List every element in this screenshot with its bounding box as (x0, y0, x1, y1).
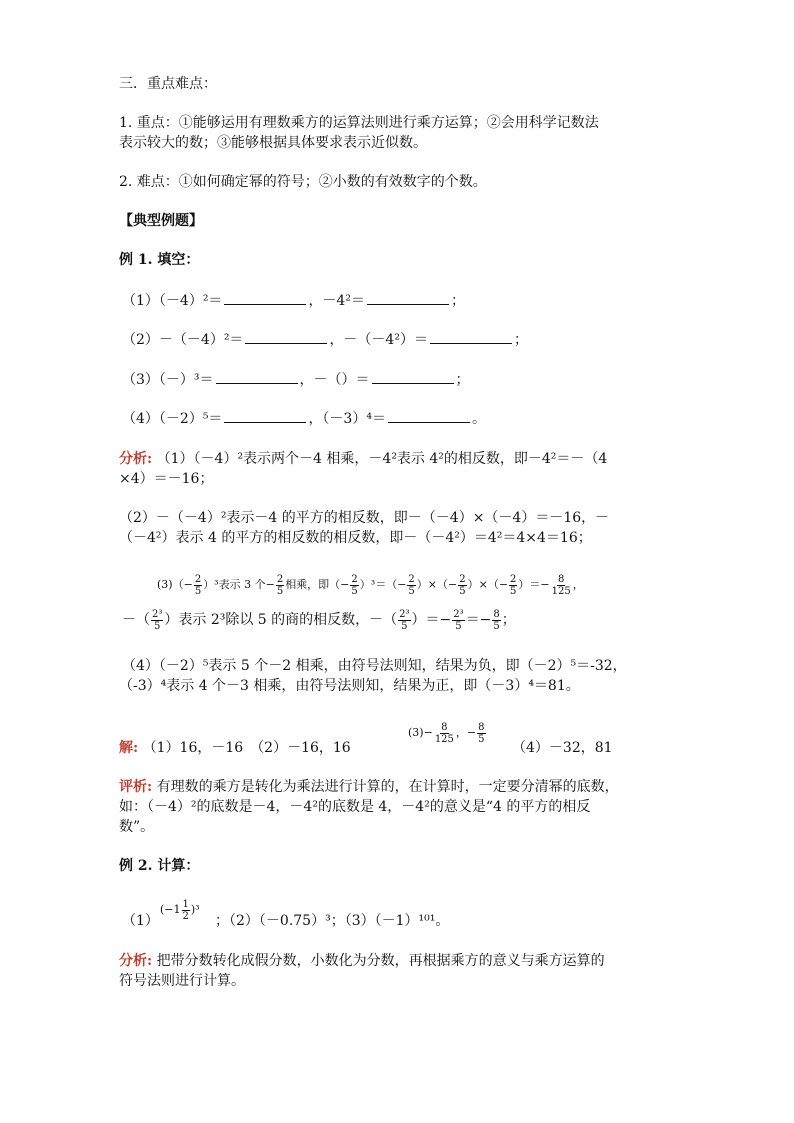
analysis-part-3-line-1 (157, 572, 584, 598)
example-2-title: 例 2. 计算： (119, 858, 200, 874)
comment-text: 有理数的乘方是转化为乘法进行计算的，在计算时，一定要分清幂的底数， (156, 779, 619, 795)
q2-part-a: （2）－（－4）²＝ (122, 332, 244, 348)
solution-line-c: （4）－32，81 (512, 740, 613, 756)
analysis-line-1 (119, 451, 607, 467)
comment-line-2: 如：（－4）²的底数是－4，－4²的底数是 4，－4²的意义是“4 的平方的相反 (119, 799, 591, 815)
fraction: $\frac{\text{2³}}{5}$ (453, 608, 464, 632)
fraction: $\frac{2}{5}$ (194, 573, 202, 597)
fraction: $\frac{2}{5}$ (276, 573, 284, 597)
analysis-part-2-line-1: （2）－（－4）²表示－4 的平方的相反数，即－（－4）×（－4）＝－16，－ (119, 510, 610, 526)
q1-part-a: （1）（－4）²＝ (122, 293, 223, 309)
example-2-questions-rest: ；（2）（－0.75）³；（3）（－1）¹⁰¹。 (215, 913, 450, 929)
example-1-question-3 (122, 371, 470, 388)
answer-blank (430, 331, 512, 344)
solution-label: 解: (119, 740, 139, 756)
text-fragment: ）³＝（− (359, 578, 407, 591)
analysis-label: 分析: (119, 451, 153, 467)
solution-line-a (119, 740, 351, 756)
analysis-part-4-line-1: （4）（－2）⁵表示 5 个－2 相乘，由符号法则知，结果为负，即（－2）⁵＝-32， (122, 658, 627, 674)
example-2-analysis-text: 把带分数转化成假分数，小数化为分数，再根据乘方的意义与乘方运算的 (156, 953, 605, 969)
analysis-line-2: ×4）＝－16； (119, 471, 214, 487)
solution-text: （1）16，－16 （2）－16，16 (142, 740, 351, 756)
analysis-part-4-line-2: （-3）⁴表示 4 个－3 相乘，由符号法则知，结果为正，即（－3）⁴＝81。 (119, 678, 580, 694)
q4-part-b: ，（－3）⁴＝ (308, 411, 386, 427)
q4-part-c: 。 (471, 411, 486, 427)
fraction: $\frac{2}{5}$ (408, 573, 415, 597)
example-2-mixed-number (160, 895, 200, 925)
text-fragment: )³ (190, 903, 200, 916)
solution-line-b (408, 718, 487, 748)
fraction: $\frac{\text{2³}}{5}$ (152, 608, 163, 632)
example-1-question-4 (122, 410, 486, 427)
q1-part-b: ，－4²＝ (308, 293, 365, 309)
answer-blank (224, 292, 306, 305)
fraction: $\frac{8}{5}$ (493, 608, 500, 632)
text-fragment: ）表示 2³除以 5 的商的相反数，－（ (164, 612, 398, 628)
analysis-text: （1）（－4）²表示两个－4 相乘，－4²表示 4²的相反数，即－4²＝－（4 (156, 451, 608, 467)
example-2-analysis-line-1 (119, 953, 605, 969)
text-fragment: (3)（− (157, 578, 193, 591)
text-fragment: ）＝− (518, 578, 550, 591)
answer-blank (367, 292, 449, 305)
examples-heading: 【典型例题】 (119, 213, 203, 229)
text-fragment: ； (501, 612, 516, 628)
text-fragment: ）×（− (416, 578, 458, 591)
q4-part-a: （4）（－2）⁵＝ (122, 411, 223, 427)
answer-blank (224, 410, 306, 423)
section-heading: 三．重点难点： (119, 76, 217, 92)
text-fragment: ）³表示 3 个− (203, 578, 275, 591)
text-fragment: ）×（− (467, 578, 509, 591)
fraction: $\frac{\text{2³}}{5}$ (399, 608, 410, 632)
text-fragment: ，− (455, 726, 477, 739)
fraction: $\frac{1}{2}$ (182, 898, 189, 922)
fraction: $\frac{8}{125}$ (551, 573, 571, 597)
answer-blank (388, 410, 470, 423)
text-fragment: －（ (122, 612, 150, 628)
text-fragment: 相乘，即（− (285, 578, 350, 591)
fraction: $\frac{8}{125}$ (434, 721, 454, 745)
analysis-part-3-line-2 (122, 606, 516, 634)
example-2-question-1-label: （1） (122, 913, 159, 929)
comment-label: 评析: (119, 779, 153, 795)
q3-part-b: ，－（）＝ (299, 372, 370, 388)
analysis-part-2-line-2: （－4²）表示 4 的平方的相反数的相反数，即－（－4²）＝4²＝4×4＝16； (119, 530, 592, 546)
example-1-question-2 (122, 331, 528, 348)
fraction: $\frac{2}{5}$ (510, 573, 517, 597)
answer-blank (245, 331, 327, 344)
text-fragment: ）＝− (411, 612, 452, 628)
text-fragment: (3)− (408, 726, 433, 739)
comment-line-3: 数”。 (119, 819, 155, 835)
difficulties-line: 2. 难点：①如何确定幂的符号；②小数的有效数字的个数。 (119, 174, 487, 190)
fraction: $\frac{8}{5}$ (478, 721, 485, 745)
q1-part-c: ； (450, 293, 465, 309)
answer-blank (372, 371, 454, 384)
example-1-title: 例 1. 填空： (119, 252, 200, 268)
q2-part-b: ，－（－4²）＝ (329, 332, 428, 348)
q2-part-c: ； (513, 332, 528, 348)
q3-part-c: ； (455, 372, 470, 388)
fraction: $\frac{2}{5}$ (351, 573, 358, 597)
text-fragment: ＝− (465, 612, 492, 628)
fraction: $\frac{2}{5}$ (459, 573, 466, 597)
key-points-line-1: 1. 重点：①能够运用有理数乘方的运算法则进行乘方运算；②会用科学记数法 (119, 115, 599, 131)
comment-line-1 (119, 779, 619, 795)
text-fragment: (−1 (160, 903, 181, 916)
answer-blank (216, 371, 298, 384)
example-1-question-1 (122, 292, 465, 309)
q3-part-a: （3）（－）³＝ (122, 372, 214, 388)
key-points-line-2: 表示较大的数；③能够根据具体要求表示近似数。 (119, 135, 427, 151)
example-2-analysis-line-2: 符号法则进行计算。 (119, 973, 245, 989)
example-2-analysis-label: 分析: (119, 953, 153, 969)
text-fragment: ， (572, 578, 584, 591)
